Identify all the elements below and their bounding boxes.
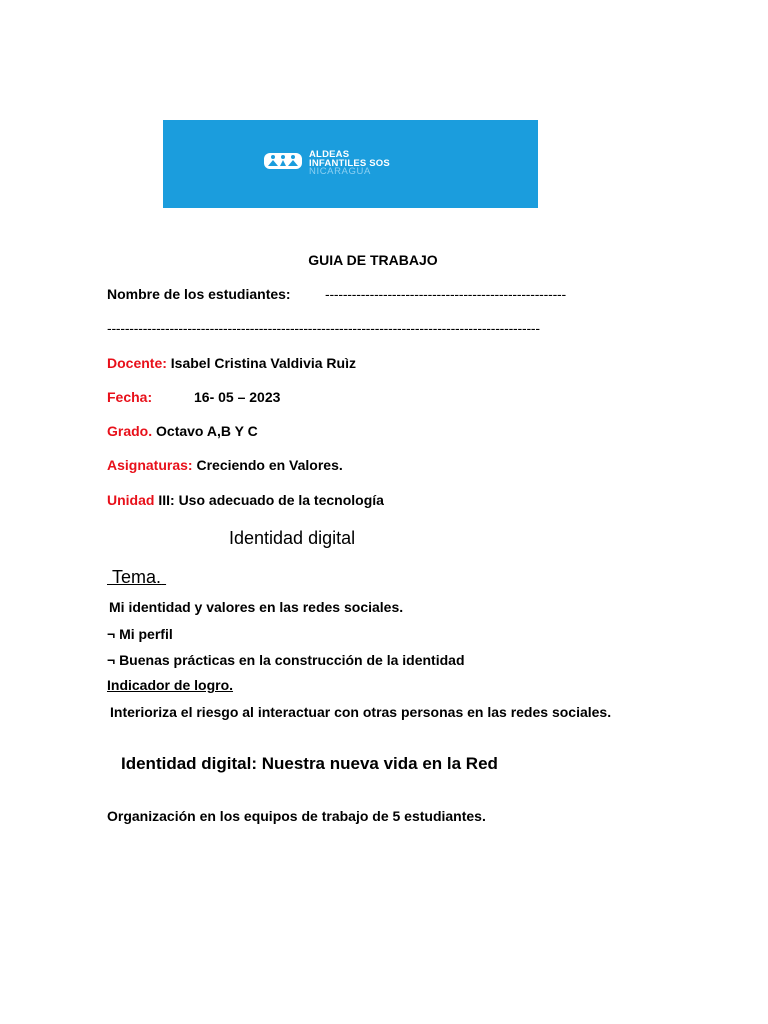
grado-label: Grado. (107, 423, 153, 439)
docente-value: Isabel Cristina Valdivia Ruìz (170, 355, 356, 371)
logo-line-3: NICARAGUA (309, 166, 371, 177)
unidad-value: III: Uso adecuado de la tecnología (158, 492, 384, 508)
students-blank-line-1: ------------------------------------------------------ (325, 286, 566, 302)
fecha-label: Fecha: (107, 389, 153, 405)
fecha-row (107, 389, 152, 405)
asignaturas-value: Creciendo en Valores. (196, 457, 343, 473)
fecha-value: 16- 05 – 2023 (194, 389, 281, 405)
indicador-label: Indicador de logro. (107, 677, 234, 693)
unidad-row (107, 492, 384, 508)
indicador-text: Interioriza el riesgo al interactuar con otras personas en las redes sociales. (110, 704, 612, 720)
organizacion-text: Organización en los equipos de trabajo de 5 estudiantes. (107, 808, 486, 824)
asignaturas-label: Asignaturas: (107, 457, 193, 473)
students-label: Nombre de los estudiantes: (107, 286, 291, 302)
students-blank-line-2: ------------------------------------------------------------------------------------------------- (107, 320, 540, 336)
grado-row (107, 423, 258, 439)
section-heading-nueva-vida: Identidad digital: Nuestra nueva vida en la Red (121, 754, 498, 773)
logo-line-1: ALDEAS (309, 149, 350, 160)
tema-line-1: Mi identidad y valores en las redes sociales. (109, 599, 404, 615)
tema-bullet-1: ¬ Mi perfil (107, 626, 173, 642)
sos-children-logo-icon (263, 152, 303, 170)
logo-banner (163, 120, 538, 208)
tema-label-text: Tema. (112, 567, 162, 587)
tema-bullet-2: ¬ Buenas prácticas en la construcción de la identidad (107, 652, 465, 668)
grado-value: Octavo A,B Y C (156, 423, 258, 439)
logo-wordmark (309, 151, 390, 177)
asignaturas-row (107, 457, 343, 473)
section-heading-identidad: Identidad digital (229, 528, 356, 548)
logo-line-2: INFANTILES SOS (309, 157, 390, 169)
document-title: GUIA DE TRABAJO (308, 252, 438, 268)
docente-label: Docente: (107, 355, 167, 371)
docente-row (107, 355, 356, 371)
unidad-label: Unidad (107, 492, 155, 508)
students-name-row (107, 286, 291, 302)
tema-label (107, 567, 166, 588)
